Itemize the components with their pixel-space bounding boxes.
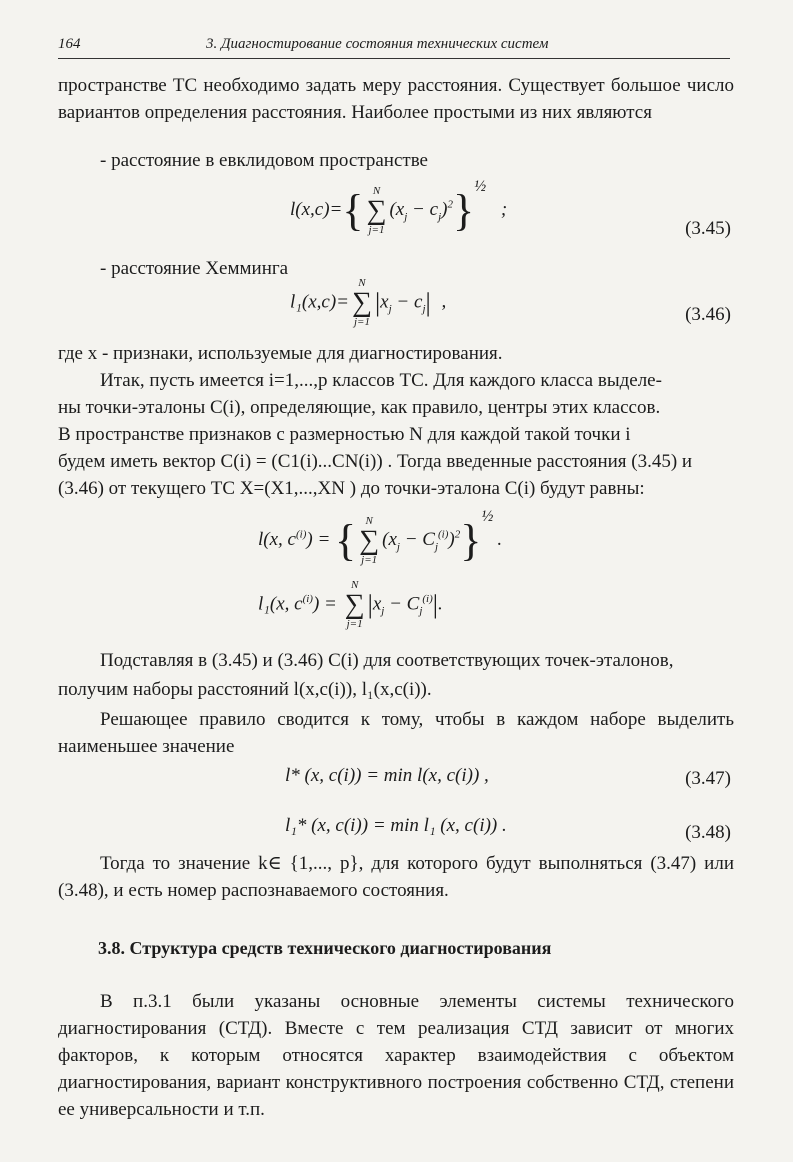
eq-3-45-lhs: l(x,c)= [290,199,343,220]
paragraph-substitute-line-1: Подставляя в (3.45) и (3.46) C(i) для соответствующих точек-эталонов, [100,650,674,671]
sum-symbol: N ∑ j=1 [359,514,380,566]
equation-3-45: l(x,c)={ N ∑ j=1 $(x_j - c_j)^2\}^{\frac{1}{2}}$ ; [290,178,508,236]
equation-number-3-47: (3.47) [685,768,731,789]
paragraph-classes-line-4: будем иметь вектор C(i) = (C1(i)...CN(i)) . Тогда введенные расстояния (3.45) и [58,451,693,472]
section-heading: 3.8. Структура средств технического диагностирования [98,938,552,958]
paragraph-substitute-line-2: получим наборы расстояний l(x,c(i)), l₁(x,c(i)). [58,679,432,700]
item-hamming-distance: - расстояние Хемминга [100,258,289,279]
equation-3-48: l₁* (x, c(i)) = min l₁ (x, c(i)) . [285,815,507,836]
sum-symbol: N ∑ j=1 [351,277,372,328]
paragraph-decision-rule: Решающее правило сводится к тому, чтобы в каждом наборе выделить наименьшее значение [58,709,734,757]
paragraph-classes-line-3: В пространстве признаков с размерностью N для каждой такой точки i [58,424,631,445]
sum-symbol: N ∑ j=1 [344,579,365,630]
paragraph-classes-line-2: ны точки-эталоны C(i), определяющие, как правило, центры этих классов. [58,397,661,418]
sum-symbol: N ∑ j=1 [366,184,387,236]
page-number: 164 [58,36,81,52]
paragraph-conclusion: Тогда то значение k∈ {1,..., p}, для которого будут выполняться (3.47) или (3.48), и есть номер распознаваемого состояния. [58,853,734,901]
item-euclidean-distance: - расстояние в евклидовом пространстве [100,150,428,171]
where-clause: где x - признаки, используемые для диагностирования. [58,343,503,364]
equation-3-47: l* (x, c(i)) = min l(x, c(i)) , [285,765,489,786]
running-title: 3. Диагностирование состояния технических систем [206,36,549,52]
paragraph-classes-line-5: (3.46) от текущего ТС X=(X1,...,XN ) до точки-эталона C(i) будут равны: [58,478,645,499]
equation-3-46: l₁(x,c)= N ∑ j=1 $|x_j - c_j|$ , [290,277,447,328]
equation-euclid-reference: l(x, $c^{(i)}$) = { N ∑ j=1 $(x_j - C_j^{(i)})^2\}^{\frac{1}{2}}$. [258,508,503,566]
equation-hamming-reference: l₁(x, $c^{(i)}$) = N ∑ j=1 $|x_j - C_j^{(i)}|$. [258,579,443,630]
page-header [58,32,730,59]
paragraph-classes-line-1: Итак, пусть имеется i=1,...,p классов ТС. Для каждого класса выделе- [100,370,662,391]
paragraph-section-body: В п.3.1 были указаны основные элементы системы технического диагностирования (СТД). Вместе с тем реализация СТД зависит от многих факторов, к которым относятся характер взаимодействия с объектом диагностирования, вариант конструктивного построения собственно СТД, степени ее универсальности и т.п. [58,991,734,1120]
equation-number-3-46: (3.46) [685,304,731,325]
paragraph-intro: пространстве ТС необходимо задать меру расстояния. Существует большое число вариантов определения расстояния. Наиболее простыми из них являются [58,75,734,123]
equation-number-3-45: (3.45) [685,218,731,239]
equation-number-3-48: (3.48) [685,822,731,843]
